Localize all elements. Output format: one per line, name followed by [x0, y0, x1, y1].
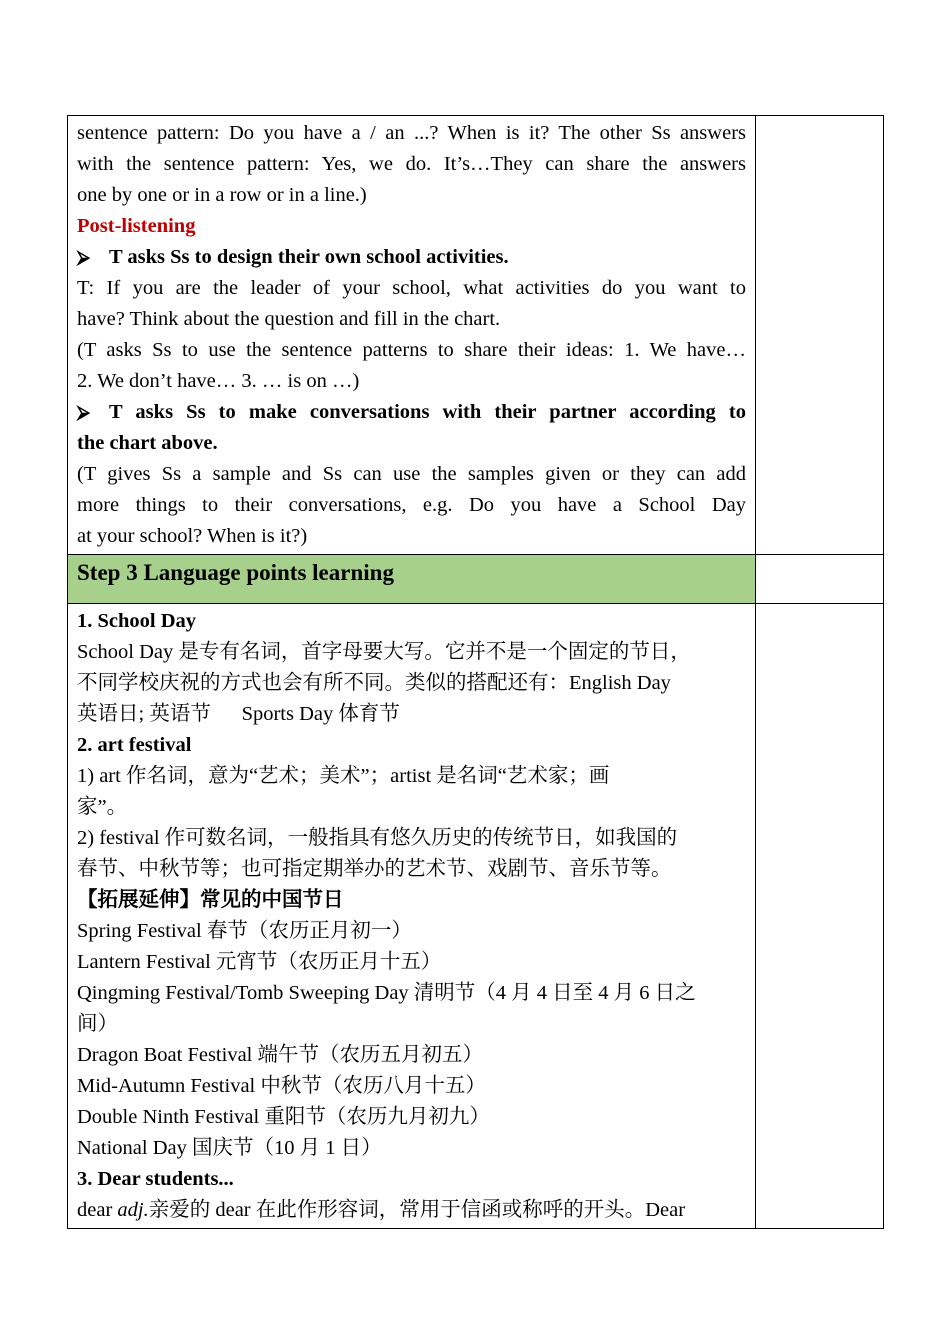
- text-line: sentence pattern: Do you have a / an ...? When is it? The other Ss answers: [77, 122, 746, 144]
- text-line: have? Think about the question and fill in the chart.: [77, 308, 501, 330]
- text-line: (T gives Ss a sample and Ss can use the samples given or they can add: [77, 463, 746, 485]
- notes-cell: [756, 116, 884, 555]
- lesson-plan-table: [67, 115, 884, 1229]
- text-line: 不同学校庆祝的方式也会有所不同。类似的搭配还有：English Day: [77, 672, 671, 694]
- festival-item: Mid-Autumn Festival 中秋节（农历八月十五）: [77, 1075, 486, 1097]
- text-line: 家”。: [77, 796, 128, 818]
- text-line: 春节、中秋节等；也可指定期举办的艺术节、戏剧节、音乐节等。: [77, 858, 672, 880]
- festival-item: Spring Festival 春节（农历正月初一）: [77, 920, 412, 942]
- point-heading: 2. art festival: [77, 734, 192, 756]
- bullet-text-continued: the chart above.: [77, 432, 218, 454]
- text-line: School Day 是专有名词，首字母要大写。它并不是一个固定的节日，: [77, 641, 691, 663]
- activity-cell: [68, 116, 756, 555]
- text-line: 2. We don’t have… 3. … is on …): [77, 370, 360, 392]
- activity-row: [68, 116, 884, 555]
- point-heading: 3. Dear students...: [77, 1168, 234, 1190]
- text-span: 亲爱的 dear 在此作形容词，常用于信函或称呼的开头。Dear: [148, 1199, 686, 1221]
- step-title: Step 3 Language points learning: [77, 560, 394, 585]
- festival-item: Lantern Festival 元宵节（农历正月十五）: [77, 951, 442, 973]
- notes-cell: [756, 604, 884, 1229]
- festival-item: Double Ninth Festival 重阳节（农历九月初九）: [77, 1106, 490, 1128]
- step-title-cell: [68, 555, 756, 604]
- language-points-row: [68, 604, 884, 1229]
- text-line: 1) art 作名词，意为“艺术；美术”；artist 是名词“艺术家；画: [77, 765, 610, 787]
- bullet-text: T asks Ss to make conversations with their partner according to: [109, 401, 746, 423]
- notes-cell: [756, 555, 884, 604]
- language-points-cell: [68, 604, 756, 1229]
- text-line: more things to their conversations, e.g. Do you have a School Day: [77, 494, 746, 516]
- text-line: with the sentence pattern: Yes, we do. It’s…They can share the answers: [77, 153, 746, 175]
- text-line: at your school? When is it?): [77, 525, 308, 547]
- text-line: one by one or in a row or in a line.): [77, 184, 367, 206]
- festival-item: National Day 国庆节（10 月 1 日）: [77, 1137, 382, 1159]
- bullet-text: T asks Ss to design their own school activities.: [109, 246, 509, 268]
- extension-heading: 【拓展延伸】常见的中国节日: [77, 889, 344, 911]
- arrow-bullet-icon: ⮚: [77, 247, 90, 267]
- text-span: dear: [77, 1199, 118, 1221]
- text-line: [77, 1195, 746, 1226]
- festival-item: Qingming Festival/Tomb Sweeping Day 清明节（4 月 4 日至 4 月 6 日之: [77, 982, 696, 1004]
- step-row: [68, 555, 884, 604]
- text-line: T: If you are the leader of your school, what activities do you want to: [77, 277, 746, 299]
- part-of-speech: adj.: [117, 1199, 149, 1221]
- festival-item: 间）: [77, 1013, 118, 1035]
- text-line: (T asks Ss to use the sentence patterns to share their ideas: 1. We have…: [77, 339, 746, 361]
- bullet-item: [77, 242, 746, 273]
- festival-item: Dragon Boat Festival 端午节（农历五月初五）: [77, 1044, 483, 1066]
- bullet-item: [77, 397, 746, 428]
- text-line: 英语日; 英语节 Sports Day 体育节: [77, 703, 400, 725]
- text-line: 2) festival 作可数名词，一般指具有悠久历史的传统节日，如我国的: [77, 827, 678, 849]
- arrow-bullet-icon: ⮚: [77, 402, 90, 422]
- section-heading-post-listening: Post-listening: [77, 215, 196, 237]
- point-heading: 1. School Day: [77, 610, 197, 632]
